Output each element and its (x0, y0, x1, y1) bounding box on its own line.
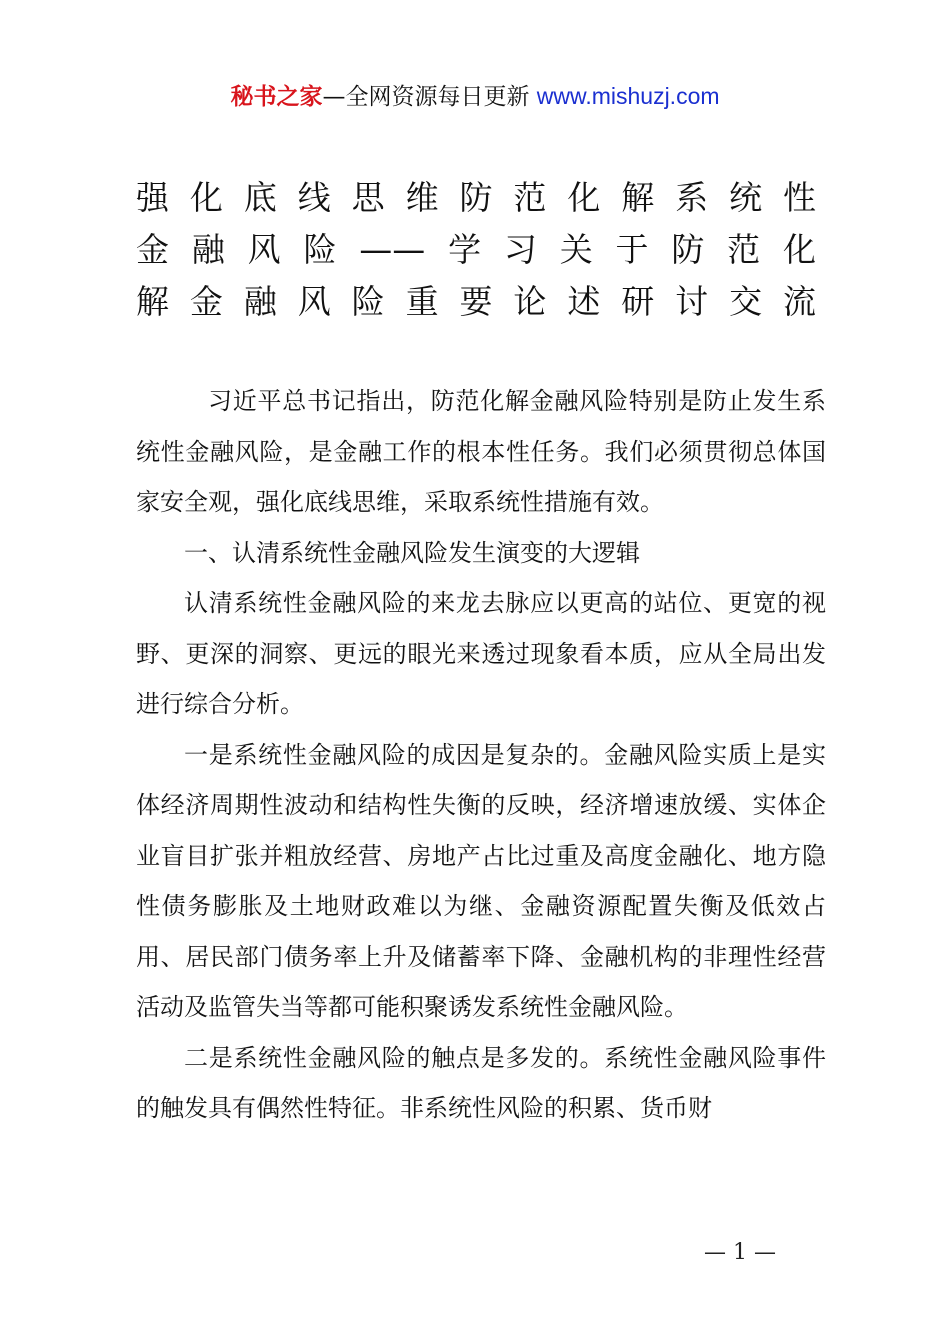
section-heading-1: 一、认清系统性金融风险发生演变的大逻辑 (184, 538, 640, 567)
paragraph-point-2: 二是系统性金融风险的触点是多发的。系统性金融风险事件的触发具有偶然性特征。非系统性风险的积累、货币财 (136, 1043, 826, 1122)
page-number: — 1 — (704, 1240, 776, 1265)
site-tagline: —全网资源每日更新 (322, 84, 537, 110)
site-brand: 秘书之家 (230, 84, 323, 110)
site-url-link[interactable]: www.mishuzj.com (536, 83, 720, 109)
site-header (0, 78, 950, 115)
paragraph-intro: 习近平总书记指出，防范化解金融风险特别是防止发生系统性金融风险，是金融工作的根本性任务。我们必须贯彻总体国家安全观，强化底线思维，采取系统性措施有效。 (136, 387, 826, 516)
document-title (136, 172, 816, 328)
title-line-2: 金融风险——学习关于防范化 (136, 230, 816, 269)
paragraph-point-1: 一是系统性金融风险的成因是复杂的。金融风险实质上是实体经济周期性波动和结构性失衡的反映，经济增速放缓、实体企业盲目扩张并粗放经营、房地产占比过重及高度金融化、地方隐性债务膨胀及土地财政难以为继、金融资源配置失衡及低效占用、居民部门债务率上升及储蓄率下降、金融机构的非理性经营活动及监管失当等都可能积聚诱发系统性金融风险。 (136, 740, 826, 1021)
title-line-3: 解金融风险重要论述研讨交流 (136, 282, 816, 321)
title-line-1: 强化底线思维防范化解系统性 (136, 178, 816, 217)
paragraph-overview: 认清系统性金融风险的来龙去脉应以更高的站位、更宽的视野、更深的洞察、更远的眼光来透过现象看本质，应从全局出发进行综合分析。 (136, 589, 826, 718)
document-body (136, 376, 826, 1134)
